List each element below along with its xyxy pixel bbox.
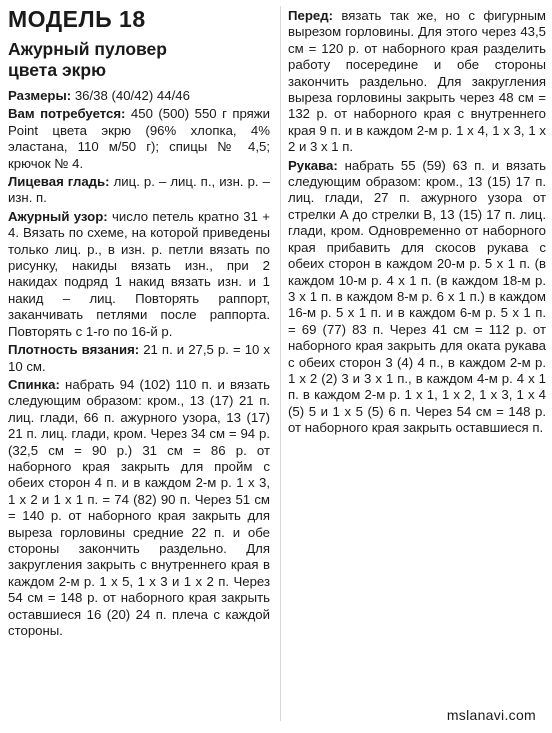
column-divider — [280, 6, 281, 721]
lace-pattern-label: Ажурный узор: — [8, 208, 108, 224]
back-label: Спинка: — [8, 376, 60, 392]
stockinette-paragraph — [8, 174, 270, 207]
lace-pattern-paragraph — [8, 209, 270, 340]
front-label: Перед: — [288, 8, 333, 23]
gauge-text: 21 п. и 27,5 р. = 10 х 10 см. — [8, 342, 271, 374]
lace-pattern-text: число петель кратно 31 + 4. Вязать по схеме, на которой приведены только лиц. р., в изн. р. петли вязать по рисунку, накиды вязать изн., при 2 накидах подряд 1 накид вязать изн. и 1 накид – лиц. Повторять раппорт, заканчивать петлями после раппорта. Повторять с 1-го по 16-й р. — [8, 208, 270, 339]
sizes-text: 36/38 (40/42) 44/46 — [71, 88, 190, 103]
sleeves-label: Рукава: — [288, 157, 338, 173]
sleeves-paragraph — [288, 158, 546, 437]
pattern-title — [8, 39, 270, 81]
sizes-label: Размеры: — [8, 88, 72, 103]
materials-label: Вам потребуется: — [8, 106, 126, 122]
gauge-label: Плотность вязания: — [8, 342, 140, 358]
materials-paragraph — [8, 106, 270, 172]
left-column — [8, 6, 270, 641]
pattern-title-line-1: Ажурный пуловер — [8, 39, 167, 59]
pattern-title-line-2: цвета экрю — [8, 60, 107, 80]
stockinette-text: лиц. р. – лиц. п., изн. р. – изн. п. — [8, 174, 270, 206]
model-number: МОДЕЛЬ 18 — [8, 6, 146, 32]
front-paragraph — [288, 8, 546, 156]
front-text: вязать так же, но с фигурным вырезом горловины. Для этого через 43,5 см = 120 р. от наборного края разделить работу посередине и обе стороны закончить раздельно. Для закругления выреза горловины закрыть через 48 см = 132 р. от наборного края с внутреннего края 9 п. и в каждом 2-м р. 1 х 4, 1 х 3, 1 х 2 и 3 х 1 п. — [288, 8, 546, 155]
back-paragraph — [8, 377, 270, 640]
back-text: набрать 94 (102) 110 п. и вязать следующим образом: кром., 13 (17) 21 п. лиц. глади, 66 п. ажурного узора, 13 (17) 21 п. лиц. глади, кром. Через 34 см = 94 р. (32,5 см = 90 р.) 31 см = 86 р. от наборного края закрыть для пройм с обеих сторон 4 п. и в каждом 2-м р. 1 х 3, 1 х 2 и 1 х 1 п. = 74 (82) 90 п. Через 51 см = 140 р. от наборного края закрыть для выреза горловины средние 22 п. и обе стороны закончить раздельно. Для закругления закрыть с внутреннего края в каждом 2-м р. 1 х 5, 1 х 3 и 1 х 2 п. Через 54 см = 148 р. от наборного края закрыть оставшиеся 16 (20) 24 п. плеча с каждой стороны. — [8, 376, 270, 638]
gauge-paragraph — [8, 342, 270, 375]
right-column — [288, 8, 546, 439]
site-credit: mslanavi.com — [446, 707, 536, 723]
materials-text: 450 (500) 550 г пряжи Point цвета экрю (96% хлопка, 4% эластана, 110 м/50 г); спицы № 4,5; крючок № 4. — [8, 106, 270, 171]
sizes-paragraph — [8, 88, 270, 104]
stockinette-label: Лицевая гладь: — [8, 174, 110, 190]
sleeves-text: набрать 55 (59) 63 п. и вязать следующим образом: кром., 13 (15) 17 п. лиц. глади, 27 п. ажурного узора от стрелки А до стрелки В, 13 (15) 17 п. лиц. глади, кром. Одновременно от наборного края прибавить для скосов рукава с обеих сторон в каждом 20-м р. 5 х 1 п. (в каждом 10-м р. 4 х 1 п. (в каждом 18-м р. 3 х 1 п. в каждом 8-м р. 6 х 1 п.) в каждом 16-м р. 5 х 1 п. и в каждом 6-м р. 5 х 1 п. = 69 (77) 83 п. Через 41 см = 112 р. от наборного края закрыть для оката рукава с обеих сторон 3 (4) 4 п., в каждом 2-м р. 1 х 2 (2) 3 и 3 х 1 п., в каждом 4-м р. 4 х 1 п. в каждом 2-м р. 1 х 1, 1 х 2, 1 х 3, 1 х 4 (5) 5 и 1 х 5 (5) 6 п. Через 54 см = 148 р. от наборного края закрыть оставшиеся п. — [288, 157, 546, 436]
